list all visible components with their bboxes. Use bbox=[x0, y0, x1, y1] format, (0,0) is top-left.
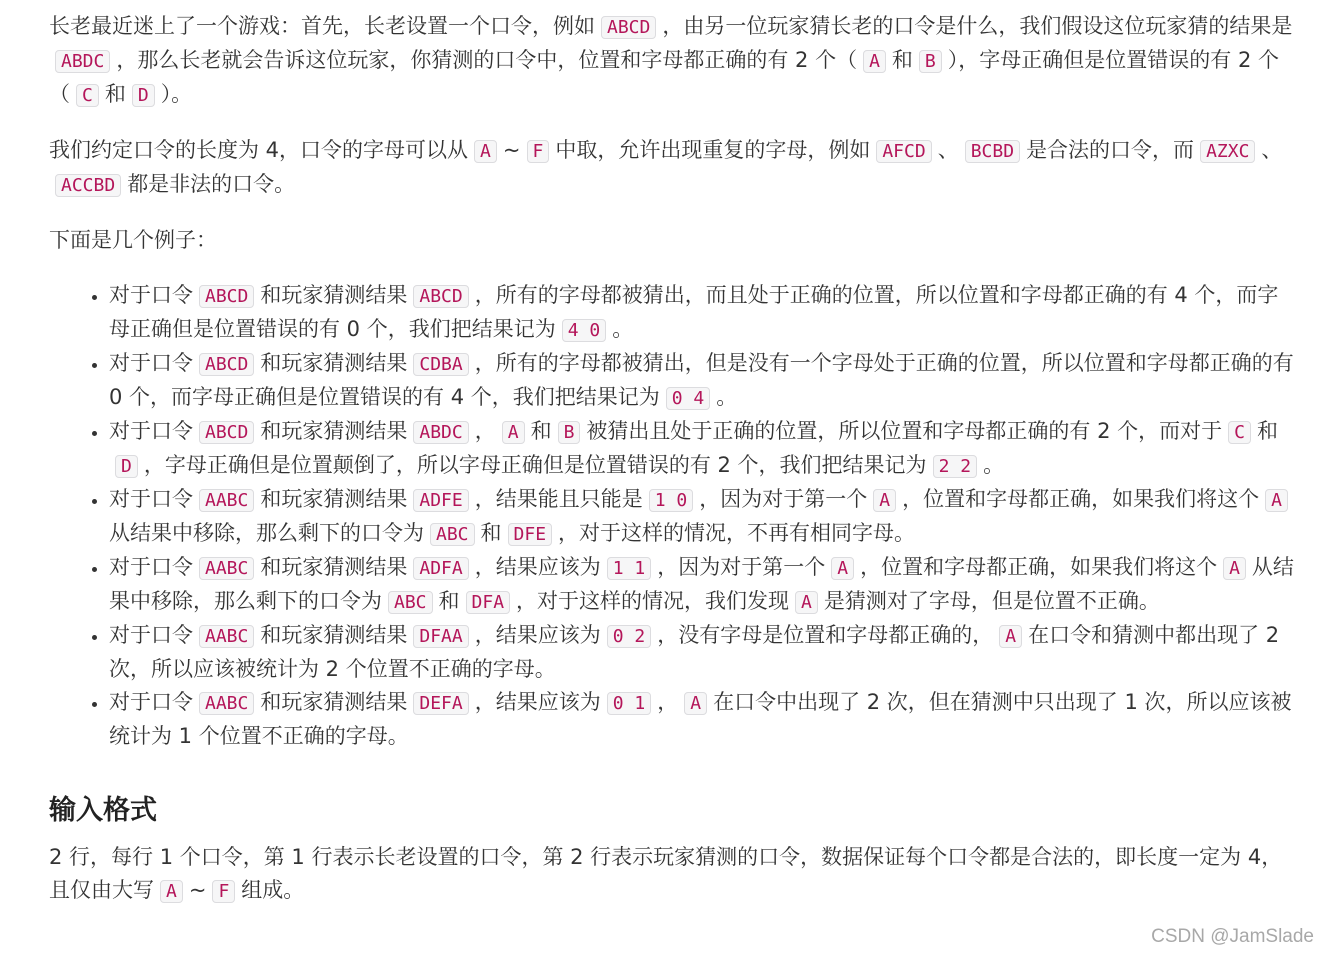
inline-code: A bbox=[160, 880, 183, 903]
inline-code: B bbox=[919, 50, 942, 73]
inline-code: DFE bbox=[508, 523, 553, 546]
inline-code: 0 1 bbox=[607, 692, 652, 715]
inline-code: A bbox=[863, 50, 886, 73]
inline-code: AABC bbox=[199, 625, 254, 648]
example-item: • 对于口令 ABCD 和玩家猜测结果 ABDC ， A 和 B 被猜出且处于正确的位置，所以位置和字母都正确的有 2 个，而对于 C 和D ，字母正确但是位置颠倒了，所以字母正确但是位置错误的有 2 个，我们把结果记为 2 2 。 bbox=[109, 415, 1299, 483]
intro-paragraph-3: 下面是几个例子： bbox=[49, 228, 217, 252]
inline-code: AABC bbox=[199, 692, 254, 715]
input-format-heading: 输入格式 bbox=[49, 795, 157, 826]
intro-paragraph-2: 我们约定口令的长度为 4，口令的字母可以从 A ~ F 中取，允许出现重复的字母，例如 AFCD 、 BCBD 是合法的口令，而 AZXC 、ACCBD 都是非法的口令。 bbox=[49, 138, 1283, 196]
inline-code: ABCD bbox=[199, 285, 254, 308]
inline-code: ABDC bbox=[413, 421, 468, 444]
examples-list bbox=[49, 279, 1299, 753]
inline-code: DFA bbox=[466, 591, 511, 614]
example-item: • 对于口令 AABC 和玩家猜测结果 DEFA ，结果应该为 0 1 ， A 在口令中出现了 2 次，但在猜测中只出现了 1 次，所以应该被统计为 1 个位置不正确的字母。 bbox=[109, 686, 1299, 753]
inline-code: F bbox=[212, 880, 235, 903]
inline-code: ABCD bbox=[601, 16, 656, 39]
inline-code: A bbox=[474, 140, 497, 163]
inline-code: 2 2 bbox=[933, 455, 978, 478]
inline-code: A bbox=[999, 625, 1022, 648]
inline-code: A bbox=[795, 591, 818, 614]
intro-paragraph-1: 长老最近迷上了一个游戏：首先，长老设置一个口令，例如 ABCD ，由另一位玩家猜长老的口令是什么，我们假设这位玩家猜的结果是ABDC ，那么长老就会告诉这位玩家，你猜测的口令中，位置和字母都正确的有 2 个（ A 和 B ），字母正确但是位置错误的有 2 个（ C 和 D ）。 bbox=[49, 14, 1293, 106]
inline-code: ADFE bbox=[413, 489, 468, 512]
csdn-watermark: CSDN @JamSlade bbox=[1151, 926, 1314, 947]
inline-code: A bbox=[502, 421, 525, 444]
inline-code: A bbox=[873, 489, 896, 512]
inline-code: 1 0 bbox=[649, 489, 694, 512]
inline-code: C bbox=[76, 84, 99, 107]
example-item: • 对于口令 AABC 和玩家猜测结果 DFAA ，结果应该为 0 2 ，没有字母是位置和字母都正确的， A 在口令和猜测中都出现了 2 次，所以应该被统计为 2 个位置不正确的字母。 bbox=[109, 619, 1299, 686]
inline-code: DEFA bbox=[413, 692, 468, 715]
inline-code: ABC bbox=[388, 591, 433, 614]
inline-code: AABC bbox=[199, 557, 254, 580]
inline-code: B bbox=[558, 421, 581, 444]
inline-code: 1 1 bbox=[607, 557, 652, 580]
inline-code: CDBA bbox=[413, 353, 468, 376]
inline-code: 4 0 bbox=[562, 319, 607, 342]
inline-code: D bbox=[132, 84, 155, 107]
inline-code: A bbox=[1265, 489, 1288, 512]
inline-code: A bbox=[1223, 557, 1246, 580]
inline-code: ABDC bbox=[55, 50, 110, 73]
inline-code: D bbox=[115, 455, 138, 478]
example-item: • 对于口令 AABC 和玩家猜测结果 ADFE ，结果能且只能是 1 0 ，因为对于第一个 A ，位置和字母都正确，如果我们将这个 A从结果中移除，那么剩下的口令为 ABC 和 DFE ，对于这样的情况，不再有相同字母。 bbox=[109, 483, 1299, 551]
inline-code: C bbox=[1228, 421, 1251, 444]
inline-code: BCBD bbox=[965, 140, 1020, 163]
example-item: • 对于口令 ABCD 和玩家猜测结果 ABCD ，所有的字母都被猜出，而且处于正确的位置，所以位置和字母都正确的有 4 个，而字母正确但是位置错误的有 0 个，我们把结果记为 4 0 。 bbox=[109, 279, 1299, 347]
article-content bbox=[49, 10, 1299, 930]
inline-code: ACCBD bbox=[55, 174, 121, 197]
inline-code: AFCD bbox=[876, 140, 931, 163]
inline-code: DFAA bbox=[413, 625, 468, 648]
inline-code: A bbox=[831, 557, 854, 580]
inline-code: AZXC bbox=[1200, 140, 1255, 163]
inline-code: ABCD bbox=[413, 285, 468, 308]
inline-code: A bbox=[684, 692, 707, 715]
inline-code: AABC bbox=[199, 489, 254, 512]
example-item: • 对于口令 ABCD 和玩家猜测结果 CDBA ，所有的字母都被猜出，但是没有一个字母处于正确的位置，所以位置和字母都正确的有 0 个，而字母正确但是位置错误的有 4 个，我们把结果记为 0 4 。 bbox=[109, 347, 1299, 415]
inline-code: ABCD bbox=[199, 421, 254, 444]
inline-code: ADFA bbox=[413, 557, 468, 580]
example-item: • 对于口令 AABC 和玩家猜测结果 ADFA ，结果应该为 1 1 ，因为对于第一个 A ，位置和字母都正确，如果我们将这个 A 从结果中移除，那么剩下的口令为 ABC 和 DFA ，对于这样的情况，我们发现 A 是猜测对了字母，但是位置不正确。 bbox=[109, 551, 1299, 619]
inline-code: ABCD bbox=[199, 353, 254, 376]
input-format-body: 2 行，每行 1 个口令，第 1 行表示长老设置的口令，第 2 行表示玩家猜测的口令，数据保证每个口令都是合法的，即长度一定为 4，且仅由大写 A ~ F 组成。 bbox=[49, 845, 1283, 902]
inline-code: 0 4 bbox=[666, 387, 711, 410]
inline-code: F bbox=[527, 140, 550, 163]
inline-code: 0 2 bbox=[607, 625, 652, 648]
inline-code: ABC bbox=[430, 523, 475, 546]
